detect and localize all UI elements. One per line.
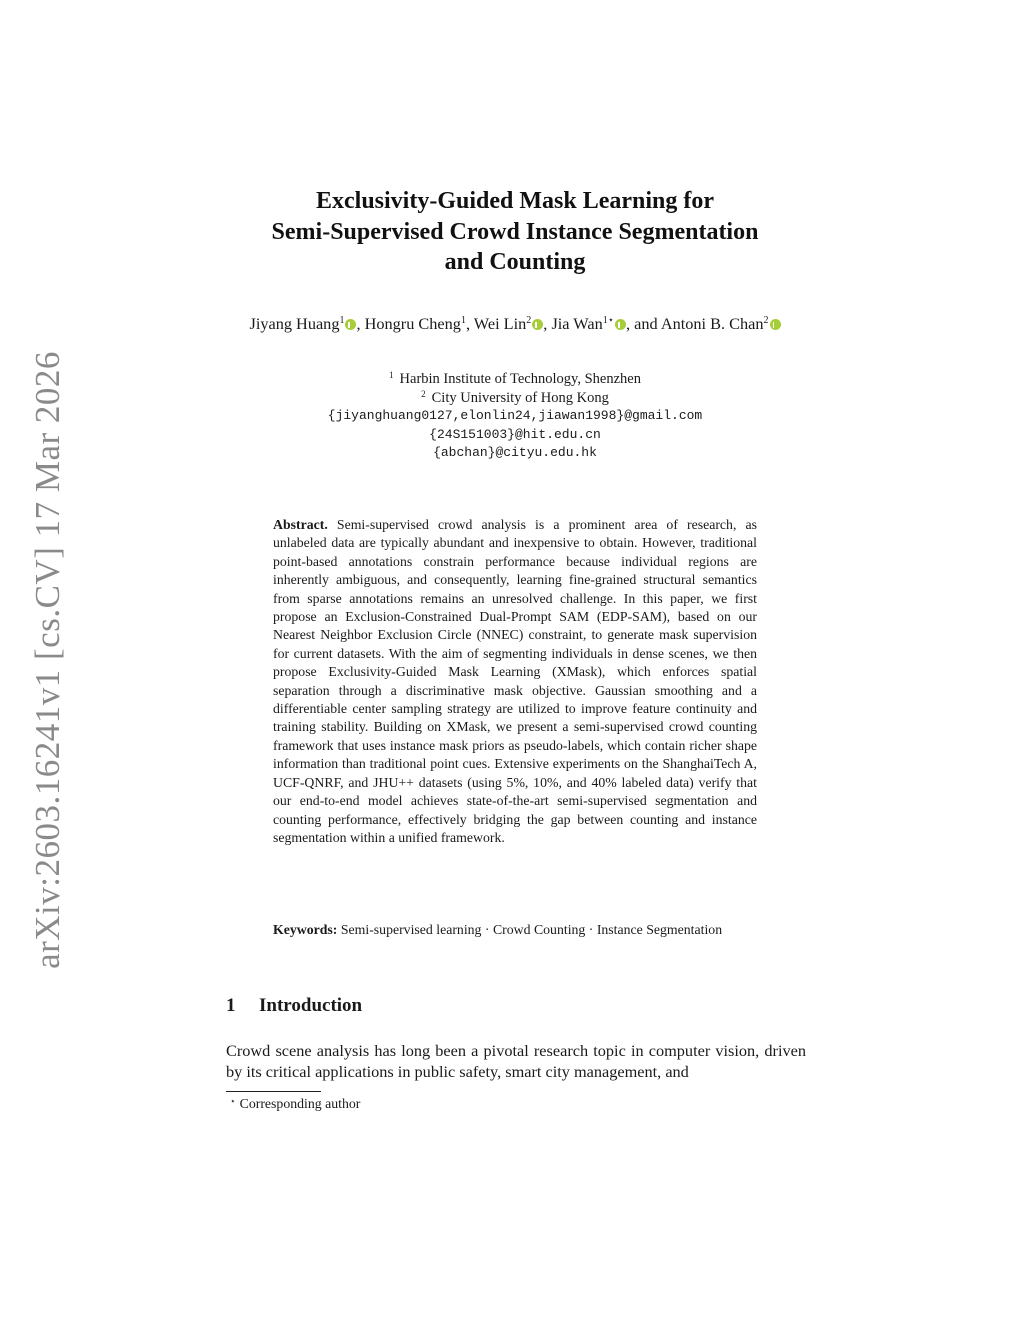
email-line: {abchan}@cityu.edu.hk [433, 445, 597, 460]
abstract-label: Abstract. [273, 517, 328, 532]
author-list [232, 313, 798, 334]
author-separator: , [465, 314, 474, 333]
arxiv-identifier-stamp [22, 351, 74, 969]
intro-paragraph: Crowd scene analysis has long been a pivotal research topic in computer vision, driven by its critical applications in public safety, smart city management, and [226, 1041, 806, 1081]
title-line: Exclusivity-Guided Mask Learning for [315, 188, 715, 214]
title-line: and Counting [444, 249, 586, 275]
author-affiliation-marker: 1 [460, 315, 466, 326]
author-name: Jia Wan [551, 314, 603, 333]
orcid-icon[interactable] [345, 319, 356, 330]
author-name: Wei Lin [473, 314, 527, 333]
affiliation-name: Harbin Institute of Technology, Shenzhen [399, 371, 641, 387]
author-separator: , [356, 314, 365, 333]
author-name: Jiyang Huang [249, 314, 340, 333]
author-name: Antoni B. Chan [660, 314, 764, 333]
abstract-block [273, 516, 757, 847]
orcid-icon[interactable] [532, 319, 543, 330]
author-affiliation-marker: 1 [339, 315, 345, 326]
paper-title [200, 186, 830, 278]
orcid-icon[interactable] [770, 319, 781, 330]
keywords-block [273, 921, 757, 939]
footnote-text: Corresponding author [239, 1096, 361, 1111]
affiliation-marker: 2 [421, 388, 426, 399]
footnote-rule [226, 1091, 321, 1092]
author-separator: , [543, 314, 552, 333]
footnote [230, 1096, 360, 1112]
section-title: Introduction [259, 995, 363, 1016]
affiliation-line [232, 389, 798, 408]
title-line: Semi-Supervised Crowd Instance Segmentation [271, 218, 759, 245]
footnote-mark: ⋆ [230, 1096, 236, 1106]
affiliation-line [232, 370, 798, 389]
author-name: Hongru Cheng [364, 314, 461, 333]
arxiv-id-text: arXiv:2603.16241v1 [cs.CV] 17 Mar 2026 [28, 351, 67, 969]
author-affiliation-marker: 2 [763, 315, 769, 326]
author-affiliation-marker: 1⋆ [602, 315, 614, 326]
affiliation-name: City University of Hong Kong [431, 389, 609, 406]
section-number: 1 [226, 995, 236, 1016]
orcid-icon[interactable] [615, 319, 626, 330]
email-line: {jiyanghuang0127,elonlin24,jiawan1998}@gmail.com [327, 408, 703, 423]
affiliation-marker: 1 [389, 370, 394, 380]
author-separator: , and [626, 314, 661, 333]
email-line: {24S151003}@hit.edu.cn [429, 426, 601, 442]
author-affiliation-marker: 2 [526, 315, 532, 326]
abstract-text: Semi-supervised crowd analysis is a prominent area of research, as unlabeled data are typically abundant and inexpensive to obtain. However, traditional point-based annotations constrain performance because individual regions are inherently ambiguous, and consequently, learning fine-grained structural semantics from sparse annotations remains an unresolved challenge. In this paper, we first propose an Exclusion-Constrained Dual-Prompt SAM (EDP-SAM), based on our Nearest Neighbor Exclusion Circle (NNEC) constraint, to generate mask supervision for current datasets. With the aim of segmenting individuals in dense scenes, we then propose Exclusivity-Guided Mask Learning (XMask), which enforces spatial separation through a discriminative mask objective. Gaussian smoothing and a differentiable center sampling strategy are utilized to improve feature continuity and training stability. Building on XMask, we present a semi-supervised crowd counting framework that uses instance mask priors as pseudo-labels, which contain richer shape information than traditional point cues. Extensive experiments on the ShanghaiTech A, UCF-QNRF, and JHU++ datasets (using 5%, 10%, and 40% labeled data) verify that our end-to-end model achieves state-of-the-art semi-supervised segmentation and counting performance, effectively bridging the gap between counting and instance segmentation within a unified framework. [273, 517, 757, 845]
section-heading [226, 995, 362, 1017]
affiliations-block [232, 370, 798, 463]
keywords-text: Semi-supervised learning · Crowd Counting · Instance Segmentation [340, 922, 723, 937]
keywords-label: Keywords: [273, 922, 338, 937]
